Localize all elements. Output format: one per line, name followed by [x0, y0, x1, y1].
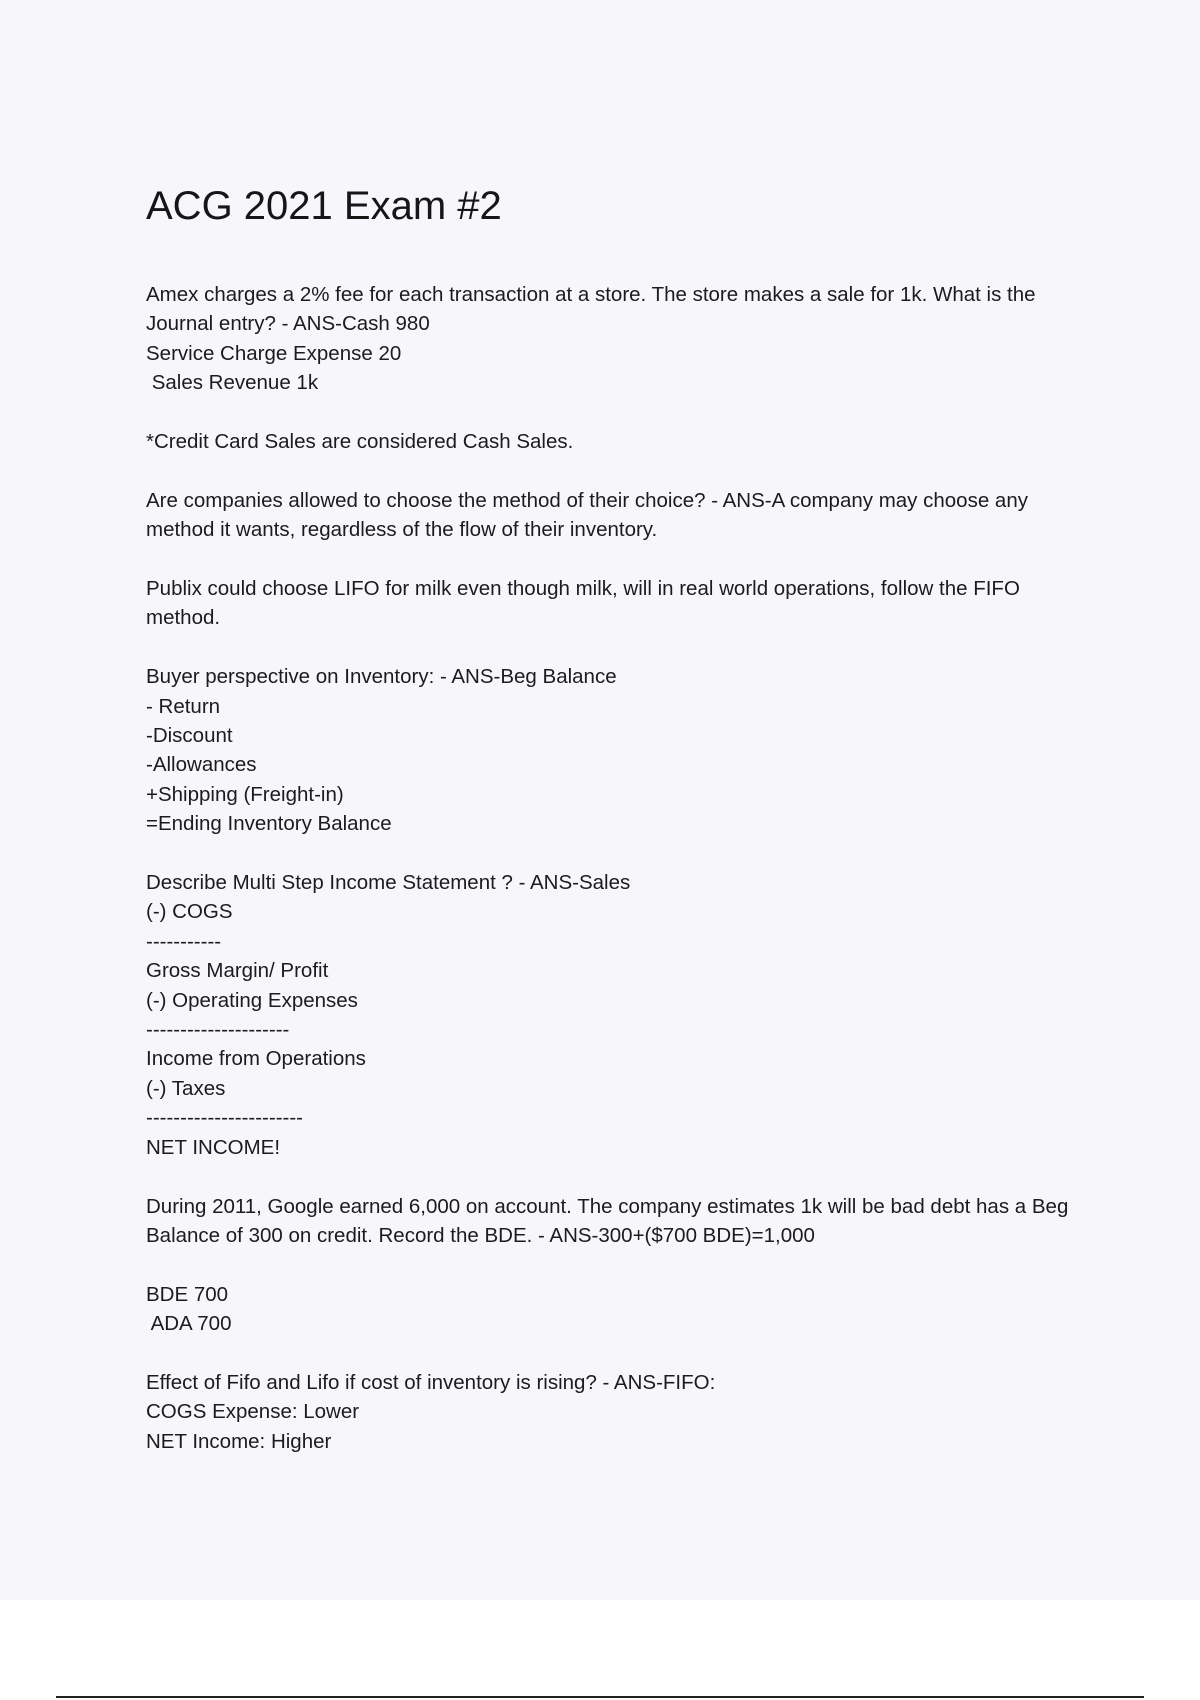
entry-line: COGS Expense: Lower [146, 1400, 360, 1424]
entry-line: Describe Multi Step Income Statement ? - ANS-Sales [146, 871, 631, 895]
qa-entry [146, 662, 1086, 838]
entry-line: Buyer perspective on Inventory: - ANS-Beg Balance [146, 665, 617, 689]
qa-entry [146, 427, 1086, 456]
entry-line: =Ending Inventory Balance [146, 812, 392, 836]
entry-line: Publix could choose LIFO for milk even though milk, will in real world operations, follow the FIFO method. [146, 577, 1020, 630]
entry-line: *Credit Card Sales are considered Cash Sales. [146, 430, 574, 454]
entry-line: During 2011, Google earned 6,000 on account. The company estimates 1k will be bad debt has a Beg Balance of 300 on credit. Record the BDE. - ANS-300+($700 BDE)=1,000 [146, 1194, 1069, 1247]
qa-entry [146, 574, 1086, 633]
entry-line: - Return [146, 694, 221, 718]
entry-line: -Allowances [146, 753, 257, 777]
entry-line: Effect of Fifo and Lifo if cost of inventory is rising? - ANS-FIFO: [146, 1370, 716, 1394]
entry-line: Amex charges a 2% fee for each transaction at a store. The store makes a sale for 1k. What is the Journal entry? - ANS-Cash 980 [146, 283, 1036, 336]
entry-line: ADA 700 [146, 1312, 232, 1336]
entry-line: (-) Operating Expenses [146, 988, 358, 1012]
entry-line: (-) Taxes [146, 1076, 226, 1100]
entry-line: NET INCOME! [146, 1135, 281, 1159]
entry-line: Are companies allowed to choose the method of their choice? - ANS-A company may choose any method it wants, regardless of the flow of their inventory. [146, 488, 1028, 542]
entry-line: -Discount [146, 724, 233, 748]
qa-entry [146, 868, 1086, 1162]
qa-entry [146, 1368, 1086, 1456]
footer-divider [56, 1696, 1144, 1698]
entry-line: NET Income: Higher [146, 1429, 332, 1453]
entry-line: ----------------------- [146, 1106, 304, 1130]
entry-line: --------------------- [146, 1018, 290, 1042]
entry-line: BDE 700 [146, 1282, 229, 1306]
document-title: ACG 2021 Exam #2 [146, 184, 502, 228]
entry-line: ----------- [146, 929, 222, 953]
qa-entry [146, 1192, 1086, 1251]
entry-line: +Shipping (Freight-in) [146, 782, 344, 806]
entry-line: Gross Margin/ Profit [146, 959, 329, 983]
entry-line: Income from Operations [146, 1047, 366, 1071]
entry-line: Service Charge Expense 20 [146, 341, 402, 365]
qa-entry [146, 486, 1086, 545]
entry-line: (-) COGS [146, 900, 233, 924]
qa-entry [146, 280, 1086, 398]
entry-line: Sales Revenue 1k [146, 371, 319, 395]
document-body [146, 280, 1086, 1486]
qa-entry [146, 1280, 1086, 1339]
